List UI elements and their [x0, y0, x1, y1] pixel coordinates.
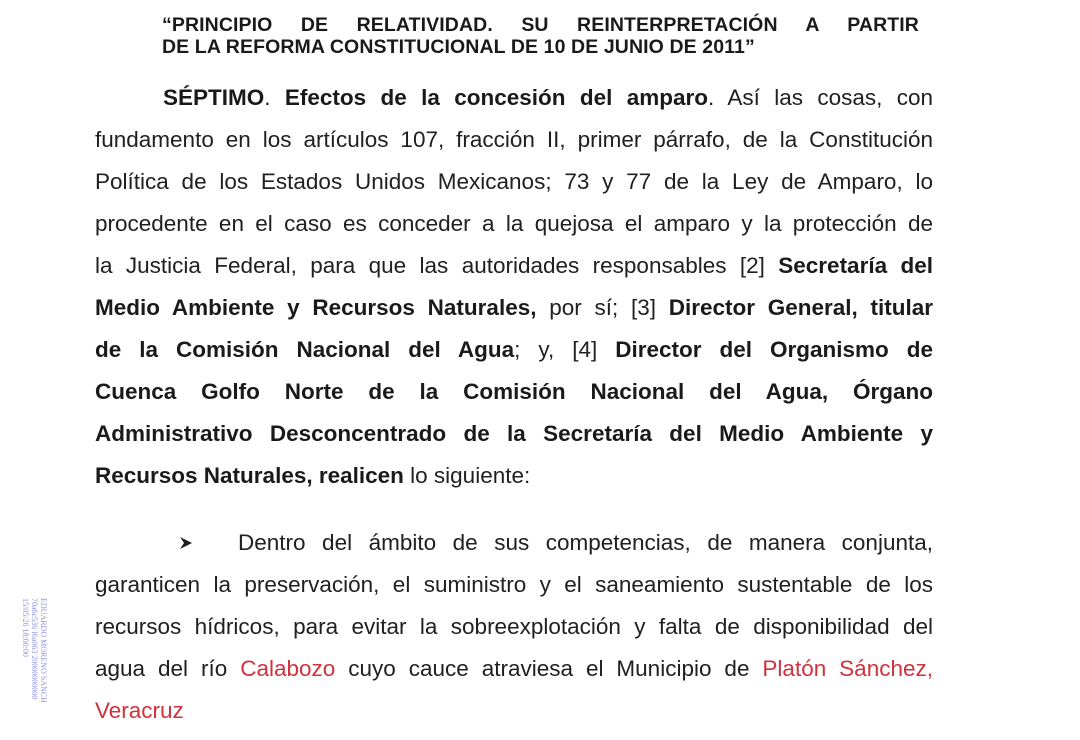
- header-line-2: DE LA REFORMA CONSTITUCIONAL DE 10 DE JUNIO DE 2011”: [162, 36, 755, 58]
- paragraph-line: de la Comisión Nacional del Agua; y, [4] Director del Organismo de: [95, 337, 933, 362]
- arrowhead-bullet-icon: [179, 536, 193, 550]
- document-header: [162, 14, 922, 58]
- paragraph-line: Medio Ambiente y Recursos Naturales, por sí; [3] Director General, titular: [95, 295, 933, 320]
- header-line-1: “PRINCIPIO DE RELATIVIDAD. SU REINTERPRETACIÓN A PARTIR: [162, 14, 919, 36]
- paragraph-line: fundamento en los artículos 107, fracción II, primer párrafo, de la Constitución: [95, 127, 933, 152]
- paragraph-line: Recursos Naturales, realicen lo siguiente:: [95, 463, 531, 488]
- paragraph-line: Cuenca Golfo Norte de la Comisión Nacional del Agua, Órgano: [95, 379, 933, 404]
- paragraph-line: Política de los Estados Unidos Mexicanos; 73 y 77 de la Ley de Amparo, lo: [95, 169, 933, 194]
- paragraph-line: procedente en el caso es conceder a la quejosa el amparo y la protección de: [95, 211, 933, 236]
- bullet-line: Dentro del ámbito de sus competencias, de manera conjunta,: [238, 530, 933, 555]
- paragraph-line: Administrativo Desconcentrado de la Secretaría del Medio Ambiente y: [95, 421, 933, 446]
- electronic-signature-stamp: EDUARDO MORENO SANCH 70a6c536 f6a063 20000000000 15/05/26 18:00:00: [21, 598, 48, 703]
- state-name: Veracruz: [95, 698, 184, 723]
- river-name: Calabozo: [240, 656, 336, 681]
- section-subheading: Efectos de la concesión del amparo: [284, 85, 708, 110]
- bullet-line: garanticen la preservación, el suministro y el saneamiento sustentable de los: [95, 572, 933, 597]
- bullet-line: agua del río Calabozo cuyo cauce atraviesa el Municipio de Platón Sánchez,: [95, 656, 933, 681]
- municipality-name: Platón Sánchez,: [762, 656, 933, 681]
- paragraph-line: la Justicia Federal, para que las autoridades responsables [2] Secretaría del: [95, 253, 933, 278]
- paragraph-line: SÉPTIMO. Efectos de la concesión del amparo. Así las cosas, con: [163, 85, 933, 110]
- bullet-line: recursos hídricos, para evitar la sobreexplotación y falta de disponibilidad del: [95, 614, 933, 639]
- section-heading: SÉPTIMO: [163, 85, 265, 110]
